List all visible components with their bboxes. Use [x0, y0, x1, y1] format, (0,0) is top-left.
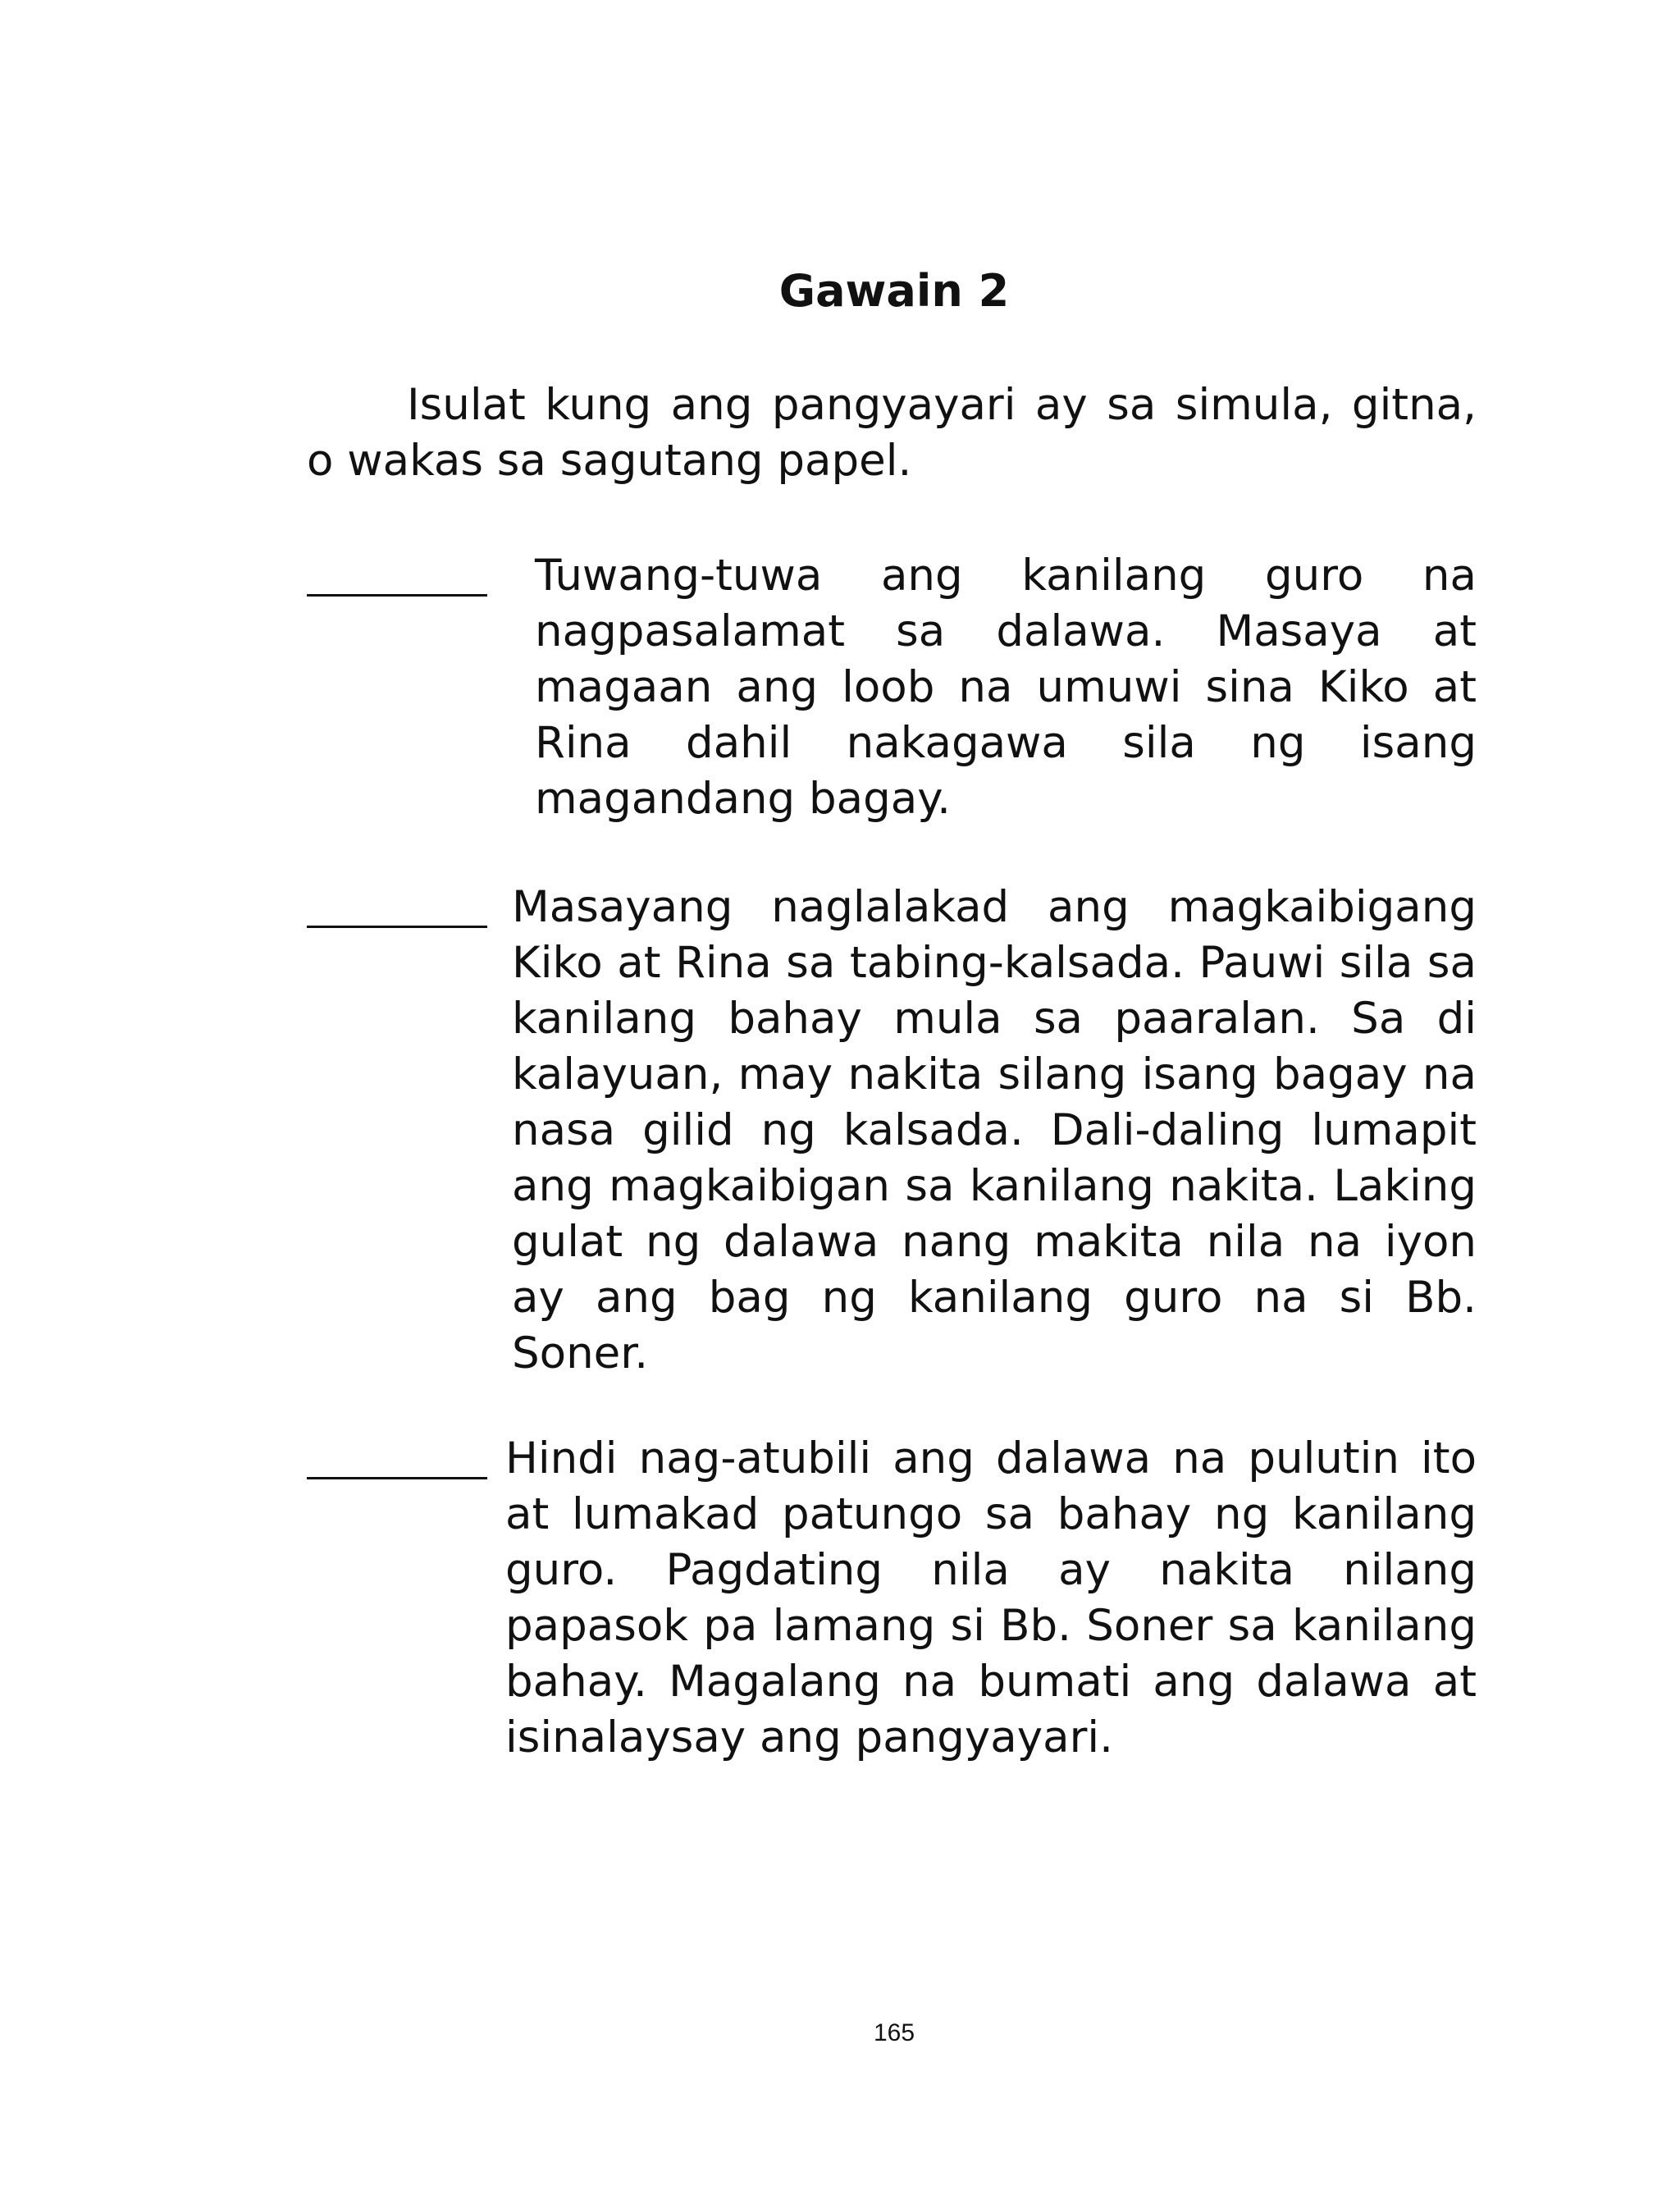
page-title: Gawain 2: [778, 265, 1010, 317]
event-text: Hindi nag-atubili ang dalawa na pulutin ito at lumakad patungo sa bahay ng kanilang guro. Pagdating nila ay nakita nilang papasok pa lamang si Bb. Soner sa kanilang bahay. Magalang na bumati ang dalawa at isinalaysay ang pangyayari.: [505, 1433, 1477, 1763]
answer-blank[interactable]: [307, 594, 487, 597]
answer-blank[interactable]: [307, 926, 487, 928]
instruction-text: Isulat kung ang pangyayari ay sa simula, gitna, o wakas sa sagutang papel.: [307, 380, 1477, 486]
page-number: 165: [873, 2019, 915, 2046]
event-text: Tuwang-tuwa ang kanilang guro na nagpasalamat sa dalawa. Masaya at magaan ang loob na umuwi sina Kiko at Rina dahil nakagawa sila ng isang magandang bagay.: [535, 551, 1477, 824]
event-text: Masayang naglalakad ang magkaibigang Kiko at Rina sa tabing-kalsada. Pauwi sila sa kanilang bahay mula sa paaralan. Sa di kalayuan, may nakita silang isang bagay na nasa gilid ng kalsada. Dali-daling lumapit ang magkaibigan sa kanilang nakita. Laking gulat ng dalawa nang makita nila na iyon ay ang bag ng kanilang guro na si Bb. Soner.: [512, 882, 1477, 1378]
answer-blank[interactable]: [307, 1477, 487, 1479]
